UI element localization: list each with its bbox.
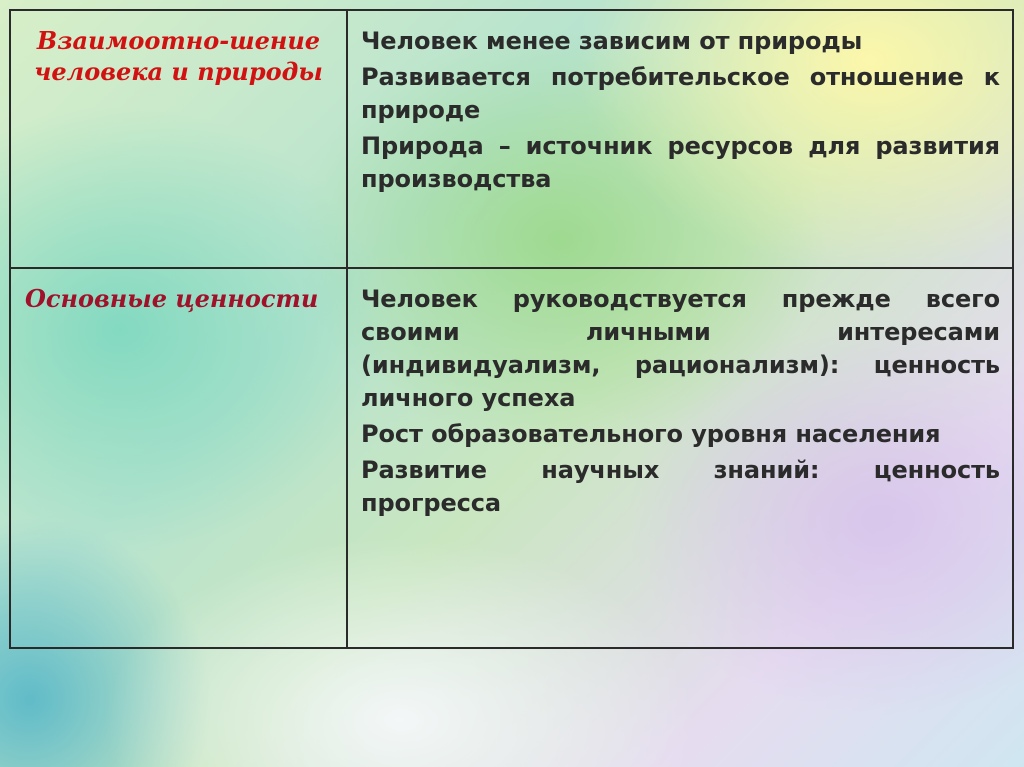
paragraph: Развивается потребительское отношение к природе [361, 63, 1000, 124]
row-label-cell [10, 10, 347, 268]
table-row-values [10, 268, 1013, 648]
paragraph: Человек руководствуется прежде всего своими личными интересами (индивидуализм, рационализм): ценность личного успеха [361, 285, 1000, 412]
paragraph: Природа – источник ресурсов для развития производства [361, 132, 1000, 193]
paragraph: Рост образовательного уровня населения [361, 420, 941, 448]
row-label: Основные ценности [25, 284, 319, 313]
table-row-relationship [10, 10, 1013, 268]
paragraph: Человек менее зависим от природы [361, 27, 863, 55]
row-label: Взаимоотно-шение человека и природы [34, 26, 323, 86]
content-table [9, 9, 1014, 649]
row-content-cell [347, 268, 1013, 648]
row-content-cell [347, 10, 1013, 268]
paragraph: Развитие научных знаний: ценность прогресса [361, 456, 1000, 517]
row-label-cell [10, 268, 347, 648]
